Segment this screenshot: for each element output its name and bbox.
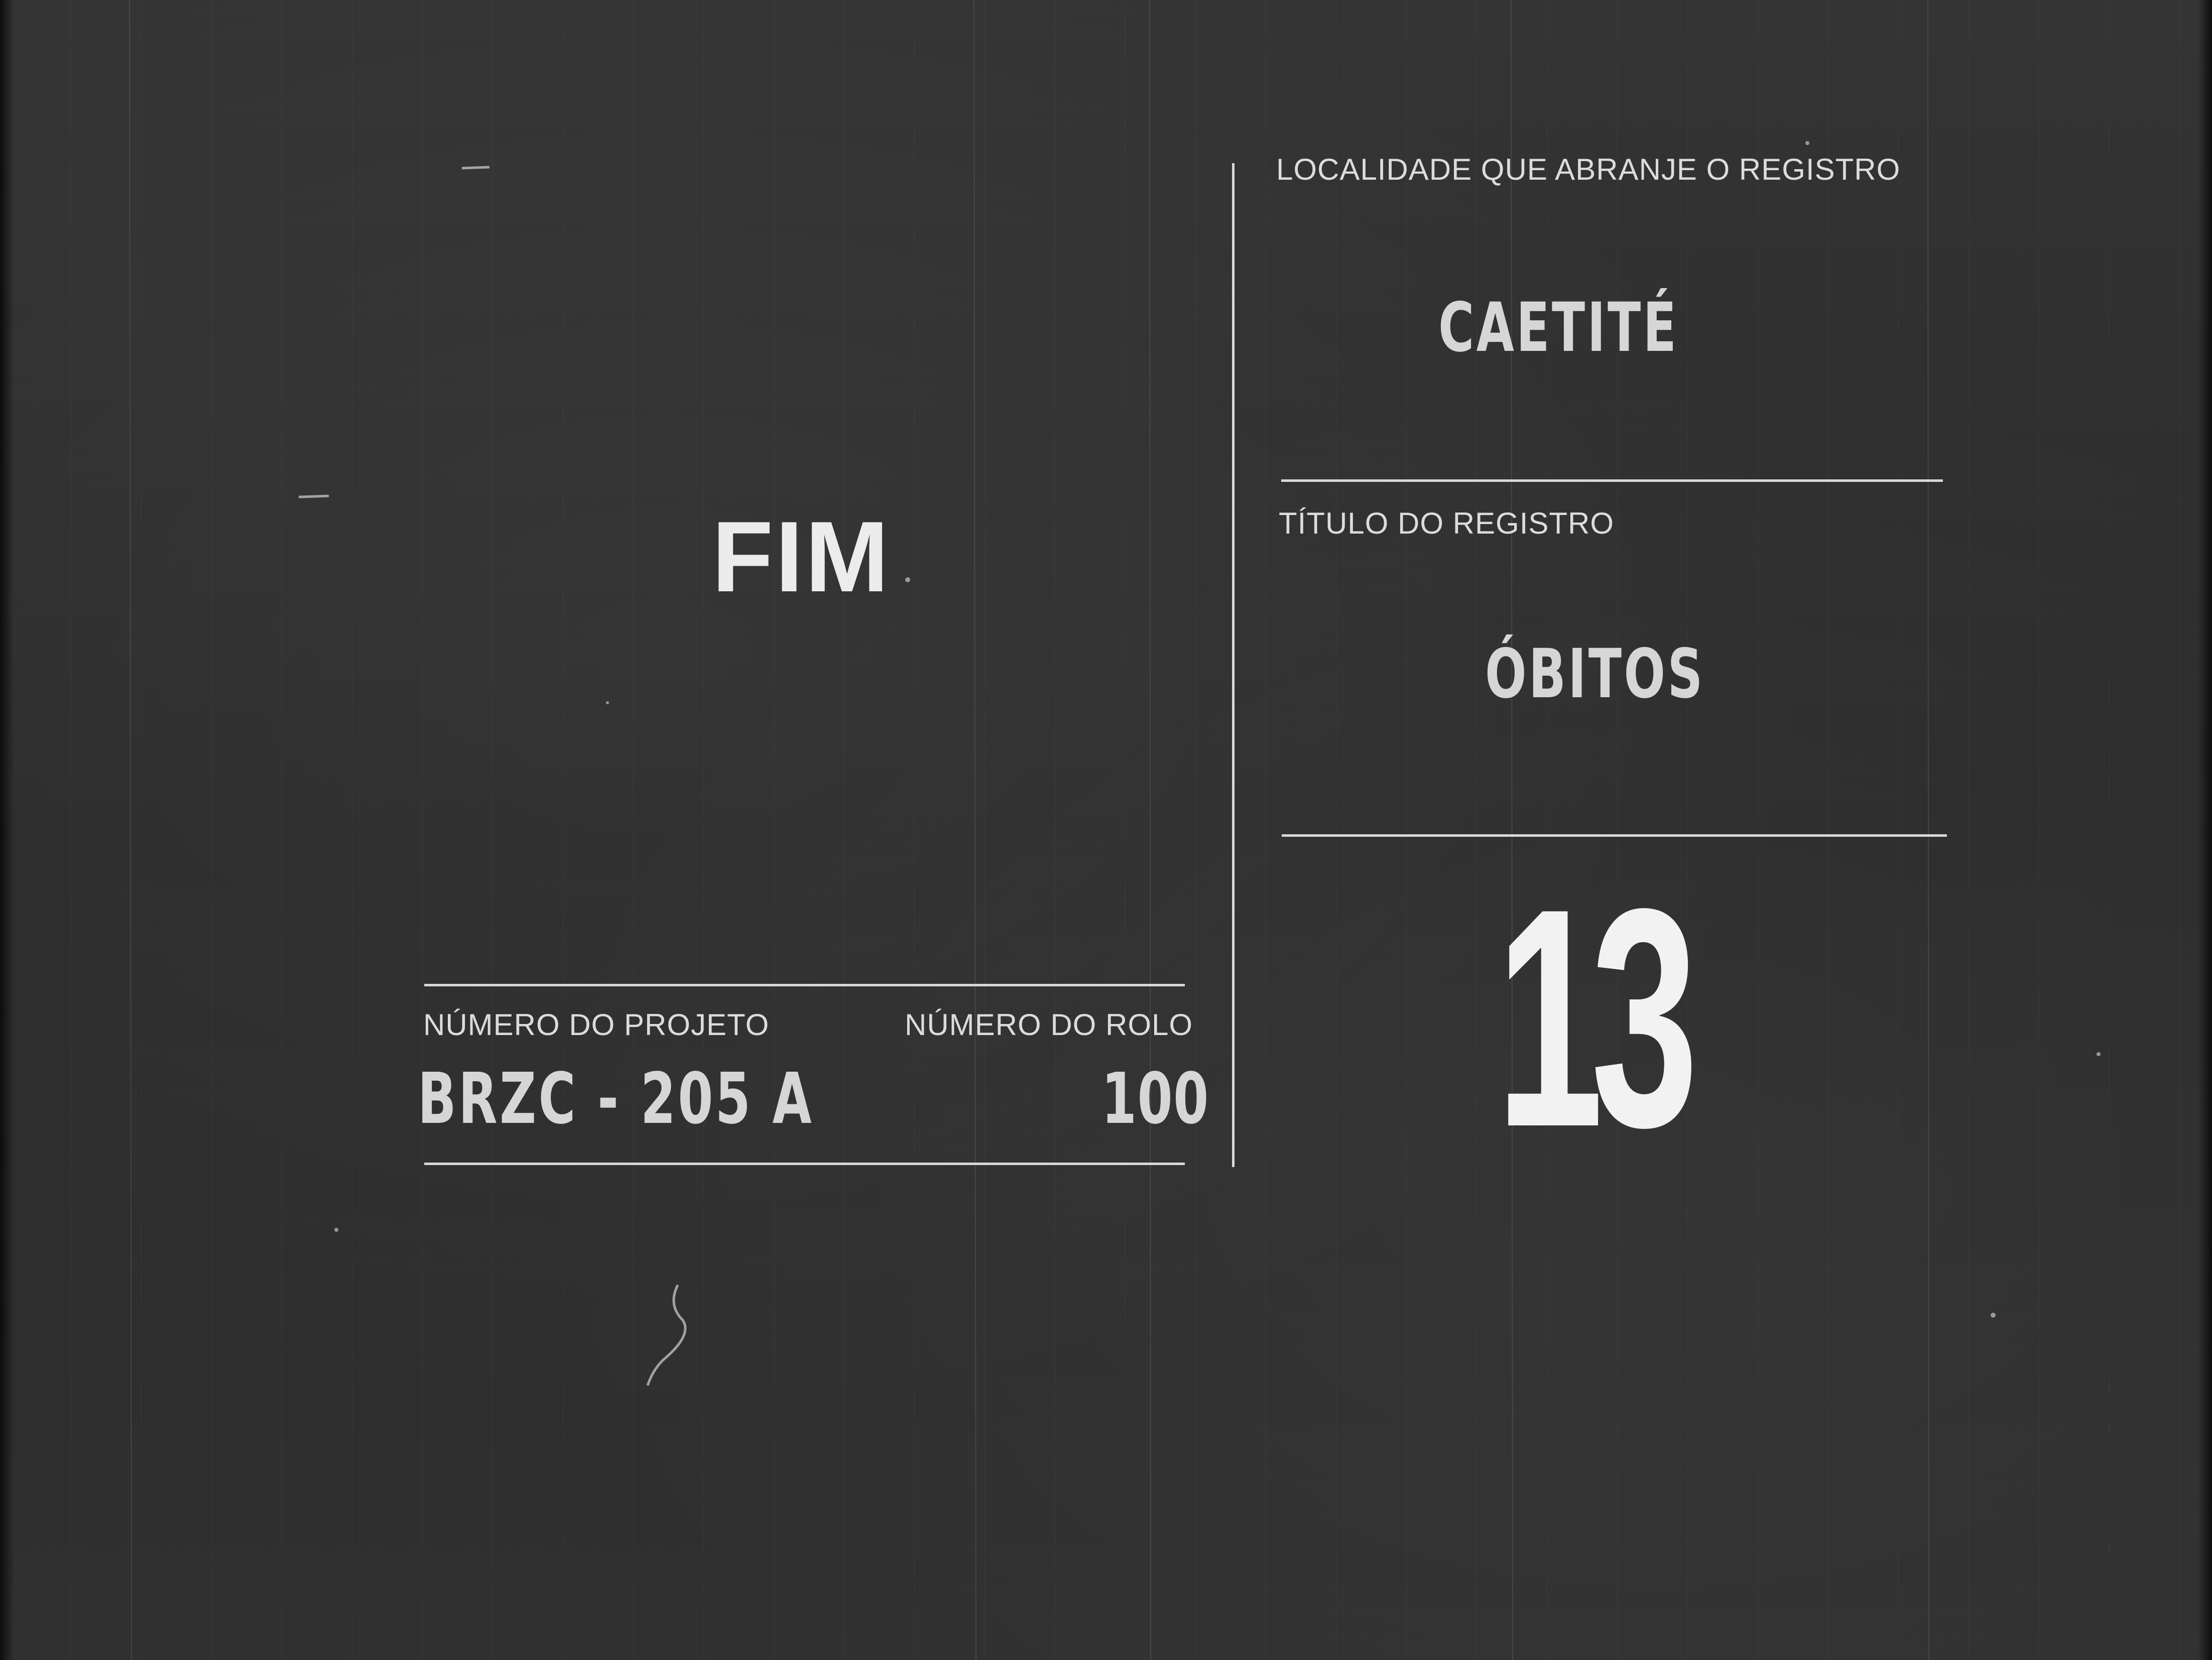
project-number-value: BRZC - 205 A bbox=[418, 1058, 814, 1140]
locality-label: LOCALIDADE QUE ABRANJE O REGISTRO bbox=[1276, 153, 1901, 186]
roll-number-value: 100 bbox=[1101, 1058, 1209, 1140]
film-edge-right bbox=[2198, 0, 2212, 1660]
roll-number-label: NÚMERO DO ROLO bbox=[905, 1008, 1193, 1042]
end-marker: FIM bbox=[712, 501, 891, 613]
title-rule bbox=[1282, 834, 1947, 837]
item-number: 13 bbox=[1496, 844, 1686, 1192]
project-top-rule bbox=[424, 984, 1185, 986]
film-edge-left bbox=[0, 0, 14, 1660]
title-label: TÍTULO DO REGISTRO bbox=[1279, 506, 1615, 540]
locality-value: CAETITÉ bbox=[1438, 288, 1679, 367]
project-bottom-rule bbox=[424, 1163, 1185, 1165]
locality-rule bbox=[1281, 479, 1943, 482]
project-number-label: NÚMERO DO PROJETO bbox=[423, 1008, 770, 1042]
title-value: ÓBITOS bbox=[1485, 634, 1705, 713]
vertical-divider bbox=[1232, 163, 1235, 1167]
